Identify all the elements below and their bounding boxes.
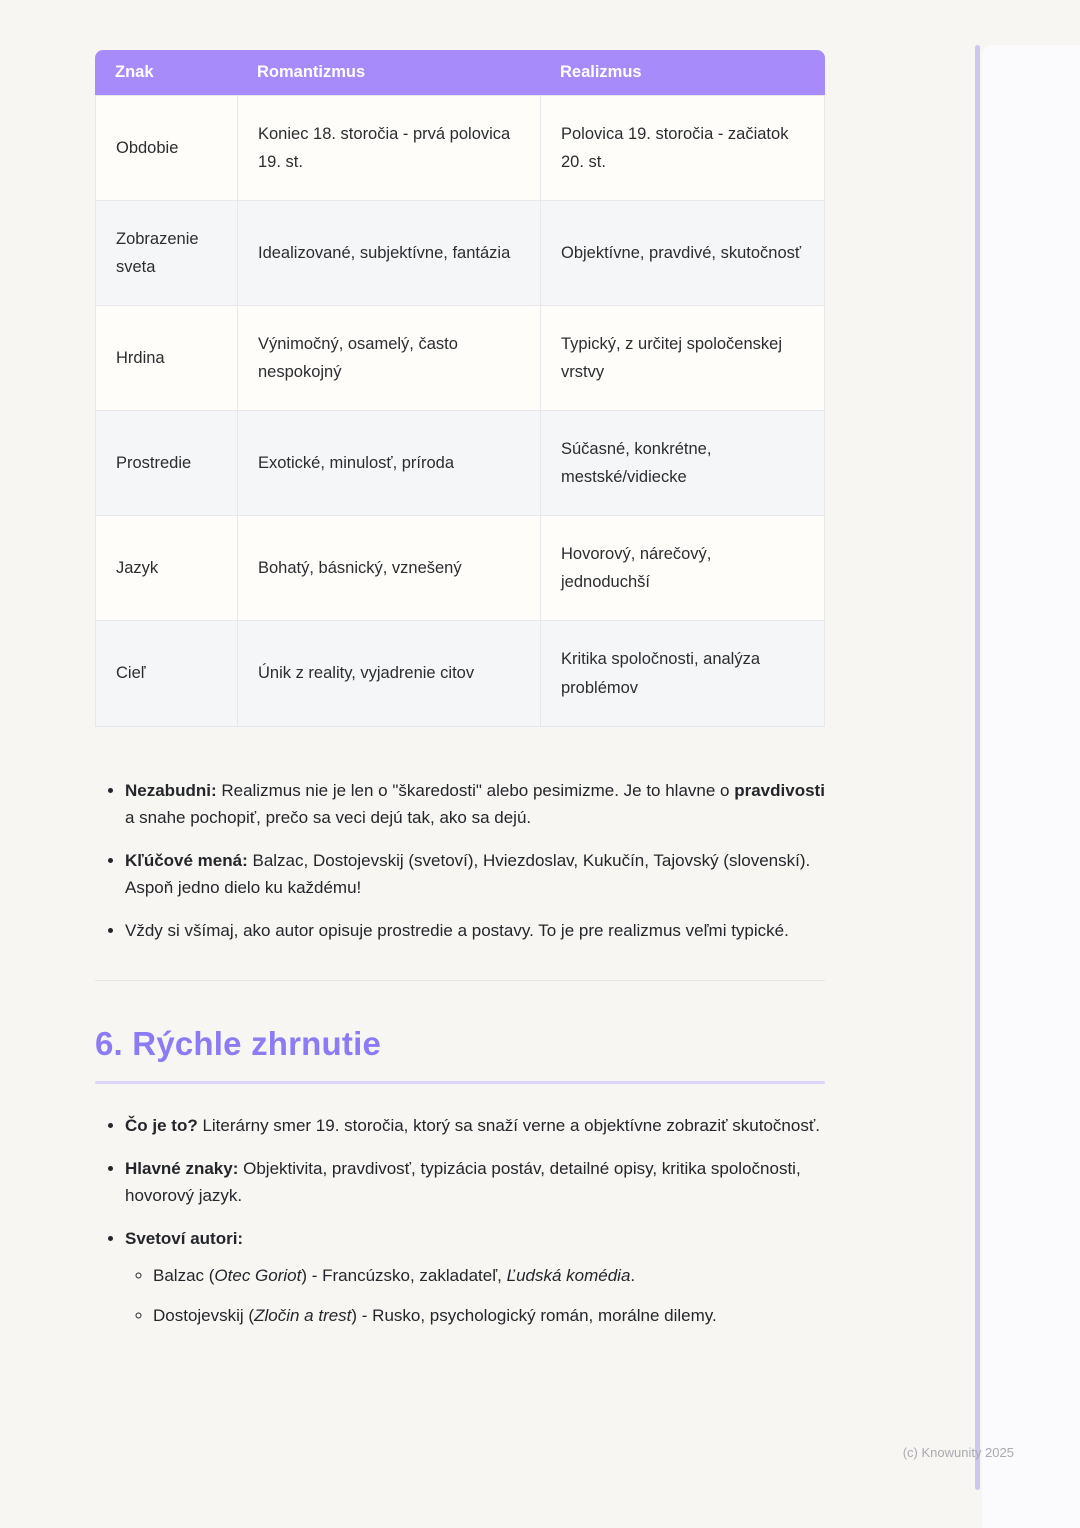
table-cell: Jazyk — [95, 515, 237, 620]
table-cell: Cieľ — [95, 620, 237, 726]
list-item — [153, 1302, 825, 1330]
document-content — [95, 50, 825, 1344]
table-row — [95, 410, 825, 515]
authors-sublist — [125, 1262, 825, 1329]
author-text: Dostojevskij ( — [153, 1305, 255, 1325]
note-text: Vždy si všímaj, ako autor opisuje prostredie a postavy. To je pre realizmus veľmi typické. — [125, 920, 789, 940]
scrollbar-thumb[interactable] — [975, 45, 980, 1490]
table-cell: Súčasné, konkrétne, mestské/vidiecke — [540, 410, 825, 515]
summary-text: Objektivita, pravdivosť, typizácia postáv, detailné opisy, kritika spoločnosti, hovorový jazyk. — [125, 1158, 801, 1206]
table-cell: Únik z reality, vyjadrenie citov — [237, 620, 540, 726]
table-cell: Exotické, minulosť, príroda — [237, 410, 540, 515]
table-header-row — [95, 50, 825, 95]
table-cell: Kritika spoločnosti, analýza problémov — [540, 620, 825, 726]
table-cell: Typický, z určitej spoločenskej vrstvy — [540, 305, 825, 410]
section-heading-underline — [95, 1081, 825, 1084]
section-divider — [95, 980, 825, 981]
book-title: Zločin a trest — [254, 1305, 352, 1325]
page-margin-panel — [982, 45, 1080, 1528]
note-bold: Kľúčové mená: — [125, 850, 248, 870]
table-header-znak: Znak — [95, 50, 237, 95]
author-text: ) - Francúzsko, zakladateľ, — [301, 1266, 507, 1286]
table-cell: Hrdina — [95, 305, 237, 410]
summary-bold: Hlavné znaky: — [125, 1158, 239, 1178]
list-item — [153, 1262, 825, 1290]
note-text: Balzac, Dostojevskij (svetoví), Hviezdoslav, Kukučín, Tajovský (slovenskí). Aspoň jedno dielo ku každému! — [125, 850, 811, 898]
table-row — [95, 95, 825, 200]
notes-list — [95, 777, 825, 945]
table-cell: Prostredie — [95, 410, 237, 515]
note-text: Realizmus nie je len o "škaredosti" alebo pesimizme. Je to hlavne o — [216, 780, 735, 800]
table-row — [95, 305, 825, 410]
summary-bold: Svetoví autori: — [125, 1228, 244, 1248]
table-cell: Bohatý, básnický, vznešený — [237, 515, 540, 620]
table-cell: Idealizované, subjektívne, fantázia — [237, 200, 540, 305]
author-text: . — [630, 1266, 636, 1286]
author-text: ) - Rusko, psychologický román, morálne dilemy. — [351, 1305, 717, 1325]
book-title: Ľudská komédia — [506, 1266, 631, 1286]
table-cell: Koniec 18. storočia - prvá polovica 19. st. — [237, 95, 540, 200]
comparison-table — [95, 50, 825, 727]
list-item — [125, 1112, 825, 1140]
list-item — [125, 847, 825, 902]
section-heading: 6. Rýchle zhrnutie — [95, 1025, 382, 1063]
summary-bold: Čo je to? — [125, 1116, 198, 1136]
table-cell: Výnimočný, osamelý, často nespokojný — [237, 305, 540, 410]
list-item — [125, 917, 825, 945]
table-row — [95, 620, 825, 726]
copyright-text: (c) Knowunity 2025 — [902, 1445, 1014, 1460]
author-text: Balzac ( — [153, 1266, 215, 1286]
book-title: Otec Goriot — [214, 1266, 302, 1286]
list-item — [125, 1155, 825, 1210]
table-cell: Objektívne, pravdivé, skutočnosť — [540, 200, 825, 305]
table-cell: Zobrazenie sveta — [95, 200, 237, 305]
note-bold: Nezabudni: — [125, 780, 217, 800]
table-header-romantizmus: Romantizmus — [237, 50, 540, 95]
table-row — [95, 515, 825, 620]
note-bold: pravdivosti — [734, 780, 825, 800]
summary-text: Literárny smer 19. storočia, ktorý sa snaží verne a objektívne zobraziť skutočnosť. — [197, 1116, 820, 1136]
note-text: a snahe pochopiť, prečo sa veci dejú tak, ako sa dejú. — [125, 808, 532, 828]
list-item — [125, 1225, 825, 1330]
list-item — [125, 777, 825, 832]
table-cell: Polovica 19. storočia - začiatok 20. st. — [540, 95, 825, 200]
table-header-realizmus: Realizmus — [540, 50, 825, 95]
table-row — [95, 200, 825, 305]
summary-list — [95, 1112, 825, 1329]
table-cell: Obdobie — [95, 95, 237, 200]
table-cell: Hovorový, nárečový, jednoduchší — [540, 515, 825, 620]
